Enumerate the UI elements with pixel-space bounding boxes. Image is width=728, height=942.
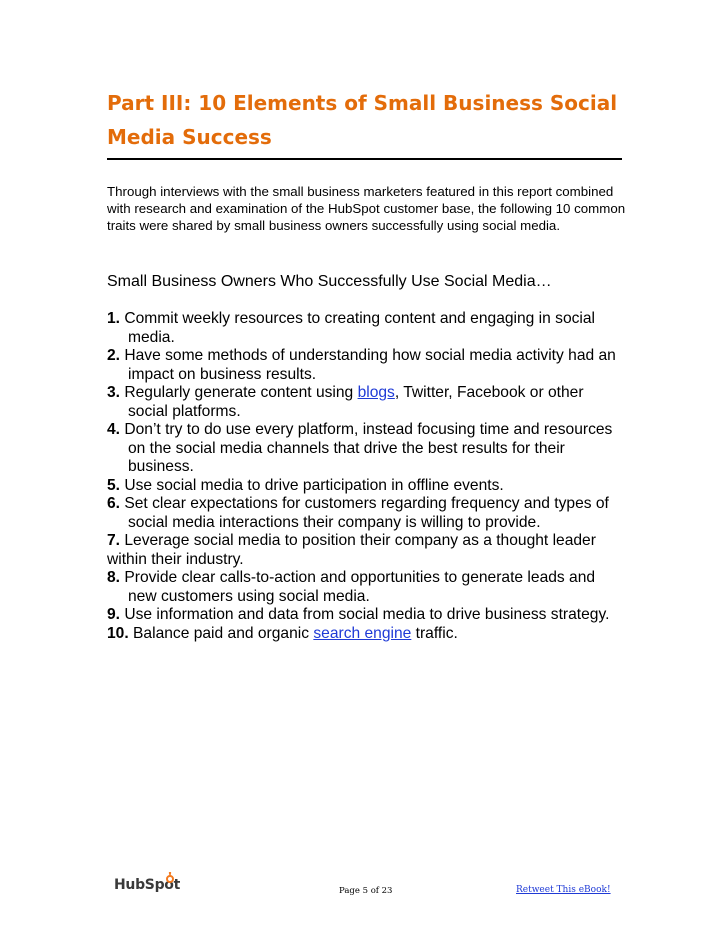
trait-item-5	[107, 477, 627, 496]
retweet-link[interactable]: Retweet This eBook!	[516, 885, 611, 895]
trait-number: 1.	[107, 310, 121, 327]
trait-text: traffic.	[411, 624, 458, 642]
trait-number: 5.	[107, 476, 121, 494]
trait-text: Have some methods of understanding how social media activity had an impact on business results.	[124, 347, 616, 383]
trait-item-4	[107, 421, 627, 477]
trait-item-8	[107, 569, 627, 606]
trait-text: Regularly generate content using	[124, 384, 358, 401]
trait-number: 3.	[107, 384, 121, 401]
trait-number: 7.	[107, 532, 121, 549]
trait-text: Don’t try to do use every platform, instead focusing time and resources on the social media channels that drive the best results for their business.	[124, 421, 613, 475]
heading-divider	[107, 158, 622, 160]
trait-text: Leverage social media to position their company as a thought leader within their industry.	[107, 532, 596, 568]
trait-item-1	[107, 310, 627, 347]
trait-item-10	[107, 625, 627, 644]
trait-number: 2.	[107, 347, 121, 364]
trait-text: Use information and data from social media to drive business strategy.	[124, 606, 610, 623]
trait-number: 4.	[107, 421, 121, 438]
page-number: Page 5 of 23	[339, 886, 393, 896]
trait-text: , Twitter, Facebook or other social platforms.	[128, 384, 584, 420]
trait-text: Commit weekly resources to creating content and engaging in social media.	[124, 310, 596, 346]
search-engine-link[interactable]: search engine	[313, 624, 412, 642]
blogs-link[interactable]: blogs	[357, 384, 395, 401]
trait-item-7	[107, 532, 627, 569]
trait-text: Provide clear calls-to-action and opportunities to generate leads and new customers using social media.	[124, 569, 596, 605]
trait-item-9	[107, 606, 627, 625]
trait-text: Set clear expectations for customers regarding frequency and types of social media interactions their company is willing to provide.	[124, 495, 609, 531]
trait-number: 10.	[107, 624, 129, 642]
trait-text: Balance paid and organic	[133, 624, 314, 642]
trait-number: 8.	[107, 569, 121, 586]
intro-paragraph: Through interviews with the small business marketers featured in this report combined with research and examination of the HubSpot customer base, the following 10 common traits were shared by small business owners successfully using social media.	[107, 184, 626, 233]
trait-item-6	[107, 495, 627, 532]
trait-text: Use social media to drive participation in offline events.	[124, 476, 504, 494]
traits-subheading: Small Business Owners Who Successfully Use Social Media…	[107, 273, 552, 290]
sprocket-icon	[164, 872, 176, 884]
hubspot-logo	[114, 872, 184, 898]
trait-item-3	[107, 384, 627, 421]
logo-text: HubSpot	[114, 877, 181, 893]
page-heading: Part III: 10 Elements of Small Business Social Media Success	[107, 91, 618, 149]
trait-item-2	[107, 347, 627, 384]
trait-number: 9.	[107, 606, 121, 623]
trait-number: 6.	[107, 495, 121, 512]
traits-list	[107, 310, 627, 643]
